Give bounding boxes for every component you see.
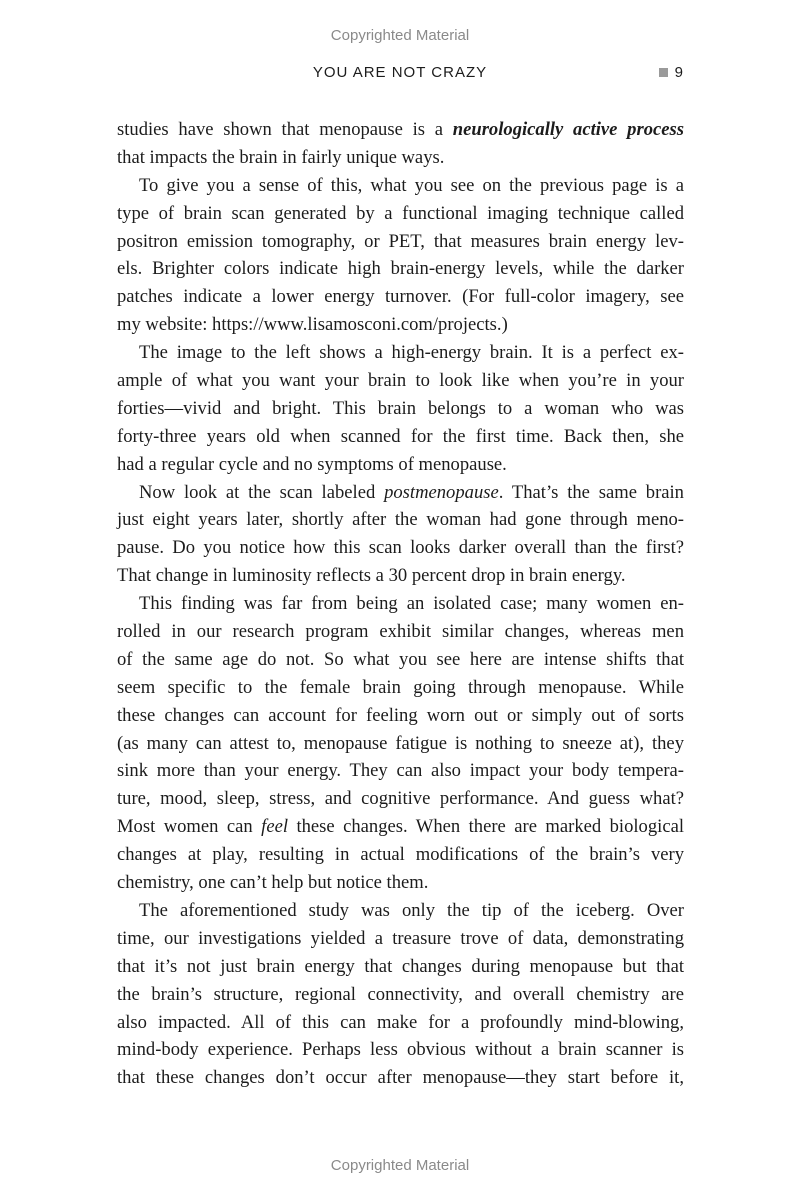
text-segment: . That’s the same brain bbox=[498, 481, 684, 503]
text-line bbox=[117, 172, 684, 200]
text-line bbox=[117, 116, 684, 144]
text-segment: that these changes don’t occur after menopause—they start before it, bbox=[117, 1067, 684, 1089]
text-line bbox=[117, 311, 684, 339]
text-segment: time, our investigations yielded a treasure trove of data, demonstrating bbox=[117, 927, 684, 949]
body-text bbox=[117, 116, 684, 1092]
running-head: YOU ARE NOT CRAZY bbox=[312, 64, 488, 81]
text-segment: Most women can bbox=[117, 816, 262, 838]
text-segment: (as many can attest to, menopause fatigue is nothing to sneeze at), they bbox=[117, 732, 684, 754]
text-line bbox=[117, 228, 684, 256]
text-line bbox=[117, 423, 684, 451]
text-line bbox=[117, 757, 684, 785]
text-line bbox=[117, 841, 684, 869]
text-segment: pause. Do you notice how this scan looks darker overall than the first? bbox=[117, 537, 684, 559]
text-segment: This finding was far from being an isolated case; many women en- bbox=[139, 593, 684, 615]
text-segment: that it’s not just brain energy that changes during menopause but that bbox=[117, 955, 684, 977]
page-number: 9 bbox=[674, 64, 683, 81]
copyright-watermark-bottom: Copyrighted Material bbox=[330, 1157, 470, 1174]
text-line bbox=[117, 813, 684, 841]
text-line bbox=[117, 981, 684, 1009]
copyright-watermark-top: Copyrighted Material bbox=[330, 27, 470, 44]
text-line bbox=[117, 869, 684, 897]
text-line bbox=[117, 953, 684, 981]
text-segment: my website: https://www.lisamosconi.com/projects.) bbox=[117, 314, 508, 336]
text-line bbox=[117, 1064, 684, 1092]
text-segment: type of brain scan generated by a functional imaging technique called bbox=[117, 202, 684, 224]
text-line bbox=[117, 395, 684, 423]
emphasized-text: feel bbox=[261, 816, 288, 838]
text-line bbox=[117, 451, 684, 479]
text-segment: forties—vivid and bright. This brain belongs to a woman who was bbox=[117, 397, 684, 419]
text-line bbox=[117, 339, 684, 367]
text-line bbox=[117, 255, 684, 283]
text-segment: ture, mood, sleep, stress, and cognitive performance. And guess what? bbox=[117, 788, 684, 810]
text-line bbox=[117, 590, 684, 618]
text-segment: the brain’s structure, regional connectivity, and overall chemistry are bbox=[117, 983, 684, 1005]
folio-square-icon bbox=[659, 68, 668, 77]
text-segment: changes at play, resulting in actual modifications of the brain’s very bbox=[117, 844, 684, 866]
text-line bbox=[117, 367, 684, 395]
text-segment: of the same age do not. So what you see here are intense shifts that bbox=[117, 648, 684, 670]
text-line bbox=[117, 283, 684, 311]
text-line bbox=[117, 702, 684, 730]
text-segment: els. Brighter colors indicate high brain-energy levels, while the darker bbox=[117, 258, 684, 280]
text-segment: To give you a sense of this, what you see on the previous page is a bbox=[139, 174, 684, 196]
text-segment: That change in luminosity reflects a 30 percent drop in brain energy. bbox=[117, 565, 626, 587]
text-segment: had a regular cycle and no symptoms of menopause. bbox=[117, 453, 507, 475]
text-segment: these changes can account for feeling worn out or simply out of sorts bbox=[117, 704, 684, 726]
text-line bbox=[117, 618, 684, 646]
text-segment: chemistry, one can’t help but notice them. bbox=[117, 872, 429, 894]
text-line bbox=[117, 674, 684, 702]
text-line bbox=[117, 479, 684, 507]
text-line bbox=[117, 730, 684, 758]
text-segment: just eight years later, shortly after the woman had gone through meno- bbox=[117, 509, 684, 531]
text-line bbox=[117, 562, 684, 590]
text-line bbox=[117, 144, 684, 172]
text-segment: The aforementioned study was only the tip of the iceberg. Over bbox=[139, 899, 684, 921]
text-line bbox=[117, 506, 684, 534]
text-line bbox=[117, 534, 684, 562]
text-segment: sink more than your energy. They can also impact your body tempera- bbox=[117, 760, 684, 782]
text-segment: rolled in our research program exhibit similar changes, whereas men bbox=[117, 621, 684, 643]
text-segment: also impacted. All of this can make for a profoundly mind-blowing, bbox=[117, 1011, 684, 1033]
text-line bbox=[117, 200, 684, 228]
page-number-area bbox=[659, 64, 683, 81]
text-segment: The image to the left shows a high-energy brain. It is a perfect ex- bbox=[139, 342, 684, 364]
text-line bbox=[117, 646, 684, 674]
text-line bbox=[117, 1009, 684, 1037]
text-segment: mind-body experience. Perhaps less obvious without a brain scanner is bbox=[117, 1039, 684, 1061]
text-segment: seem specific to the female brain going through menopause. While bbox=[117, 676, 684, 698]
emphasized-text: neurologically active process bbox=[452, 119, 684, 140]
text-segment: forty-three years old when scanned for the first time. Back then, she bbox=[117, 425, 684, 447]
text-segment: Now look at the scan labeled bbox=[139, 481, 385, 503]
text-line bbox=[117, 925, 684, 953]
text-segment: patches indicate a lower energy turnover. (For full-color imagery, see bbox=[117, 286, 684, 308]
text-segment: studies have shown that menopause is a bbox=[117, 119, 453, 140]
text-segment: positron emission tomography, or PET, that measures brain energy lev- bbox=[117, 230, 684, 252]
text-line bbox=[117, 897, 684, 925]
text-line bbox=[117, 1036, 684, 1064]
text-line bbox=[117, 785, 684, 813]
text-segment: ample of what you want your brain to look like when you’re in your bbox=[117, 370, 684, 392]
text-segment: these changes. When there are marked biological bbox=[288, 816, 684, 838]
emphasized-text: postmenopause bbox=[384, 481, 499, 503]
text-segment: that impacts the brain in fairly unique ways. bbox=[117, 146, 445, 168]
